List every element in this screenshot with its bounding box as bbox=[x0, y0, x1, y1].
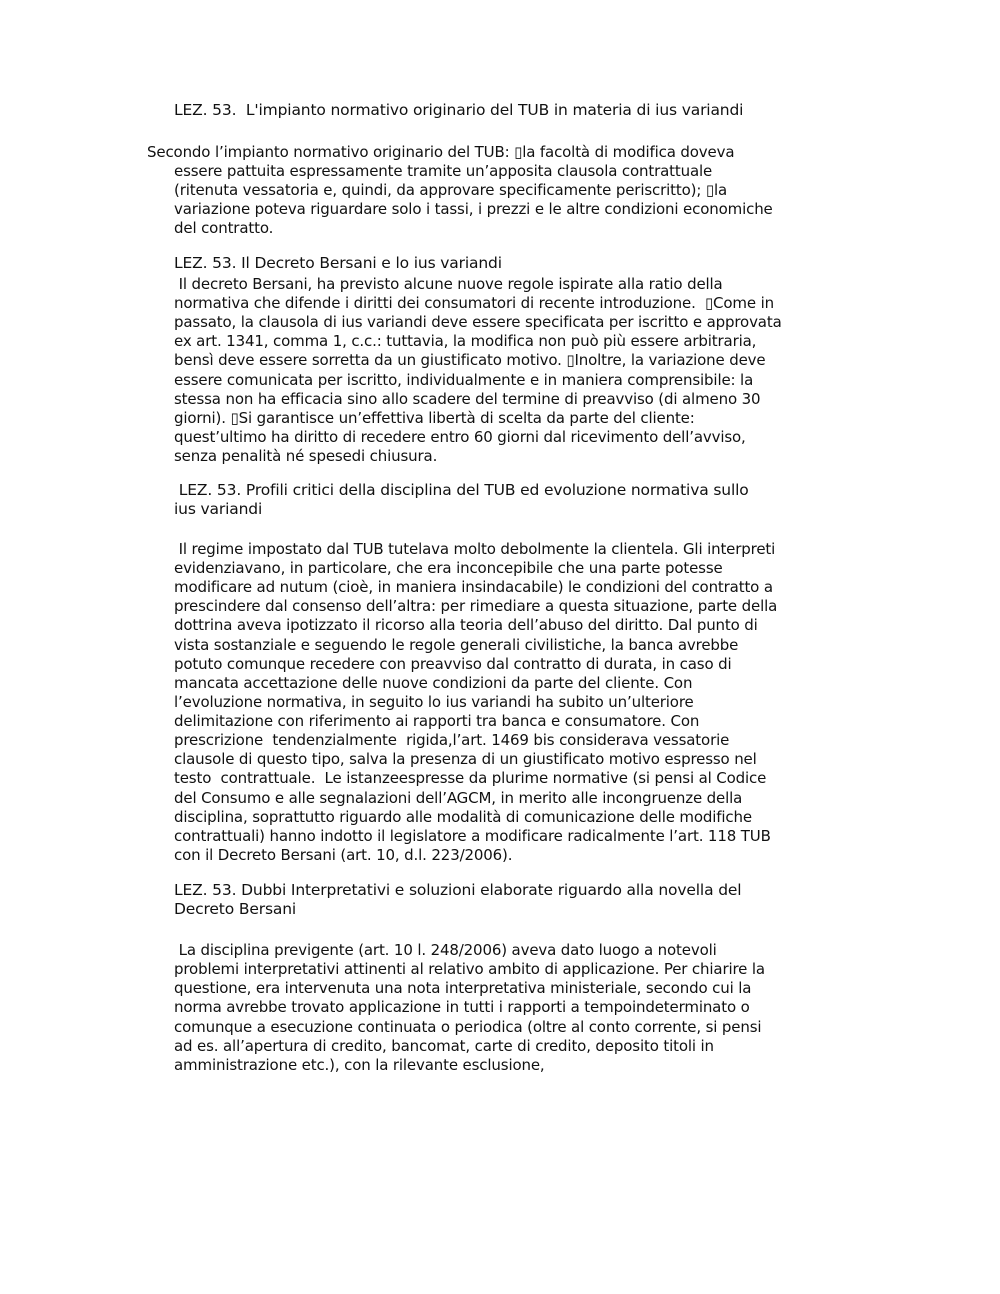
paragraph-line: vista sostanziale e seguendo le regole generali civilistiche, la banca avrebbe bbox=[174, 636, 739, 654]
paragraph-line: norma avrebbe trovato applicazione in tutti i rapporti a tempoindeterminato o bbox=[174, 998, 750, 1016]
paragraph-line: variazione poteva riguardare solo i tassi, i prezzi e le altre condizioni economiche bbox=[174, 200, 773, 218]
paragraph-line: senza penalità né spesedi chiusura. bbox=[174, 447, 438, 465]
paragraph-line: Il regime impostato dal TUB tutelava molto debolmente la clientela. Gli interpreti bbox=[174, 540, 776, 558]
paragraph-line: dottrina aveva ipotizzato il ricorso alla teoria dell’abuso del diritto. Dal punto di bbox=[174, 616, 758, 634]
paragraph-line: prescrizione tendenzialmente rigida,l’art. 1469 bis considerava vessatorie bbox=[174, 731, 730, 749]
section-heading: LEZ. 53. Il Decreto Bersani e lo ius variandi bbox=[174, 254, 502, 272]
paragraph-line: disciplina, soprattutto riguardo alle modalità di comunicazione delle modifiche bbox=[174, 808, 752, 826]
paragraph-line: contrattuali) hanno indotto il legislatore a modificare radicalmente l’art. 118 TUB bbox=[174, 827, 771, 845]
paragraph-line: modificare ad nutum (cioè, in maniera insindacabile) le condizioni del contratto a bbox=[174, 578, 773, 596]
section-heading: LEZ. 53. L'impianto normativo originario del TUB in materia di ius variandi bbox=[174, 101, 744, 119]
paragraph-line: Secondo l’impianto normativo originario del TUB: ▯la facoltà di modifica doveva bbox=[147, 143, 735, 161]
paragraph-line: l’evoluzione normativa, in seguito lo ius variandi ha subito un’ulteriore bbox=[174, 693, 694, 711]
paragraph-line: evidenziavano, in particolare, che era inconcepibile che una parte potesse bbox=[174, 559, 723, 577]
paragraph-line: problemi interpretativi attinenti al relativo ambito di applicazione. Per chiarire la bbox=[174, 960, 765, 978]
paragraph-line: comunque a esecuzione continuata o periodica (oltre al conto corrente, si pensi bbox=[174, 1018, 762, 1036]
paragraph-line: bensì deve essere sorretta da un giustificato motivo. ▯Inoltre, la variazione deve bbox=[174, 351, 766, 369]
section-heading: LEZ. 53. Dubbi Interpretativi e soluzioni elaborate riguardo alla novella del bbox=[174, 881, 742, 899]
paragraph-line: La disciplina previgente (art. 10 l. 248/2006) aveva dato luogo a notevoli bbox=[174, 941, 717, 959]
paragraph-line: ex art. 1341, comma 1, c.c.: tuttavia, la modifica non può più essere arbitraria, bbox=[174, 332, 757, 350]
paragraph-line: con il Decreto Bersani (art. 10, d.l. 223/2006). bbox=[174, 846, 513, 864]
paragraph-line: amministrazione etc.), con la rilevante esclusione, bbox=[174, 1056, 545, 1074]
paragraph-line: potuto comunque recedere con preavviso dal contratto di durata, in caso di bbox=[174, 655, 732, 673]
section-heading: Decreto Bersani bbox=[174, 900, 297, 918]
paragraph-line: giorni). ▯Si garantisce un’effettiva libertà di scelta da parte del cliente: bbox=[174, 409, 695, 427]
section-heading: LEZ. 53. Profili critici della disciplina del TUB ed evoluzione normativa sullo bbox=[174, 481, 749, 499]
paragraph-line: essere pattuita espressamente tramite un’apposita clausola contrattuale bbox=[174, 162, 713, 180]
paragraph-line: ad es. all’apertura di credito, bancomat, carte di credito, deposito titoli in bbox=[174, 1037, 714, 1055]
paragraph-line: clausole di questo tipo, salva la presenza di un giustificato motivo espresso nel bbox=[174, 750, 757, 768]
paragraph-line: del Consumo e alle segnalazioni dell’AGCM, in merito alle incongruenze della bbox=[174, 789, 743, 807]
paragraph-line: (ritenuta vessatoria e, quindi, da approvare specificamente periscritto); ▯la bbox=[174, 181, 728, 199]
paragraph-line: normativa che difende i diritti dei consumatori di recente introduzione. ▯Come in bbox=[174, 294, 774, 312]
section-heading: ius variandi bbox=[174, 500, 263, 518]
paragraph-line: essere comunicata per iscritto, individualmente e in maniera comprensibile: la bbox=[174, 371, 754, 389]
paragraph-line: testo contrattuale. Le istanzeespresse da plurime normative (si pensi al Codice bbox=[174, 769, 767, 787]
paragraph-line: prescindere dal consenso dell’altra: per rimediare a questa situazione, parte della bbox=[174, 597, 778, 615]
paragraph-line: del contratto. bbox=[174, 219, 274, 237]
paragraph-line: delimitazione con riferimento ai rapporti tra banca e consumatore. Con bbox=[174, 712, 700, 730]
paragraph-line: mancata accettazione delle nuove condizioni da parte del cliente. Con bbox=[174, 674, 693, 692]
paragraph-line: passato, la clausola di ius variandi deve essere specificata per iscritto e approvata bbox=[174, 313, 782, 331]
paragraph-line: stessa non ha efficacia sino allo scadere del termine di preavviso (di almeno 30 bbox=[174, 390, 761, 408]
paragraph-line: questione, era intervenuta una nota interpretativa ministeriale, secondo cui la bbox=[174, 979, 752, 997]
paragraph-line: Il decreto Bersani, ha previsto alcune nuove regole ispirate alla ratio della bbox=[174, 275, 723, 293]
paragraph-line: quest’ultimo ha diritto di recedere entro 60 giorni dal ricevimento dell’avviso, bbox=[174, 428, 746, 446]
